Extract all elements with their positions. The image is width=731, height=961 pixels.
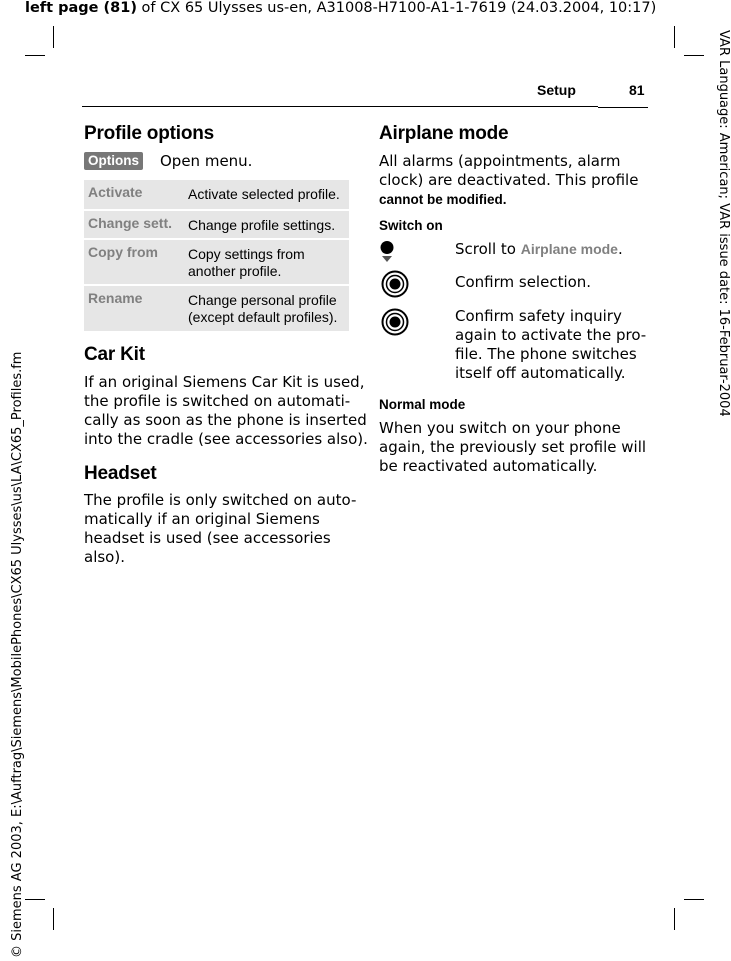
- text-line: file. The phone switches: [455, 345, 637, 363]
- airplane-mode-heading: Airplane mode: [379, 123, 509, 144]
- text-line: Confirm safety inquiry: [455, 307, 622, 325]
- text-line: into the cradle (see accessories also).: [84, 430, 368, 448]
- header-rule-tab: [598, 101, 648, 108]
- crop-mark: [53, 908, 54, 930]
- step-safety-inquiry-text: [455, 307, 646, 383]
- crop-mark: [684, 55, 704, 56]
- crop-mark: [674, 908, 675, 930]
- airplane-mode-paragraph: [379, 152, 638, 209]
- joystick-press-icon: [379, 308, 411, 336]
- print-header: [25, 0, 656, 16]
- text-line: also).: [84, 548, 125, 566]
- text-run: Scroll to: [455, 240, 521, 258]
- crop-mark: [25, 899, 45, 900]
- header-rule: [82, 106, 648, 107]
- normal-mode-heading: Normal mode: [379, 397, 466, 412]
- joystick-press-icon: [379, 270, 411, 298]
- text-line: again, the previously set profile will: [379, 438, 647, 456]
- menu-row: [84, 240, 349, 284]
- text-line: the profile is switched on automati-: [84, 392, 351, 410]
- print-header-bold: left page (81): [25, 0, 137, 16]
- text-line: clock) are deactivated. This profile: [379, 171, 639, 189]
- text-line: All alarms (appointments, alarm: [379, 152, 621, 170]
- text-line: be reactivated automatically.: [379, 457, 598, 475]
- menu-row-label: Activate: [88, 184, 143, 200]
- text-line: again to activate the pro-: [455, 326, 647, 344]
- menu-row-label: Rename: [88, 290, 143, 306]
- menu-row: [84, 180, 349, 209]
- menu-row: [84, 211, 349, 238]
- menu-item-reference: Airplane mode: [520, 241, 618, 257]
- menu-row: [84, 286, 349, 331]
- headset-heading: Headset: [84, 463, 157, 484]
- car-kit-paragraph: [84, 373, 368, 449]
- normal-mode-paragraph: [379, 419, 646, 476]
- navigation-down-icon: [379, 240, 395, 264]
- running-head-page-number: 81: [629, 82, 645, 98]
- text-run: .: [617, 240, 623, 258]
- car-kit-heading: Car Kit: [84, 344, 145, 365]
- text-line: cally as soon as the phone is inserted: [84, 411, 367, 429]
- softkey-description: Open menu.: [160, 152, 253, 170]
- menu-row-description: Change personal profile (except default profiles).: [188, 292, 338, 325]
- step-scroll-text: [455, 240, 623, 259]
- print-header-rest: of CX 65 Ulysses us-en, A31008-H7100-A1-1-7619 (24.03.2004, 10:17): [136, 0, 657, 16]
- step-confirm-text: Confirm selection.: [455, 273, 592, 291]
- menu-row-label: Copy from: [88, 244, 158, 260]
- running-head-section: Setup: [537, 82, 576, 98]
- menu-row-description: Activate selected profile.: [188, 186, 340, 202]
- crop-mark: [25, 55, 45, 56]
- menu-row-description: Change profile settings.: [188, 217, 336, 233]
- text-line: The profile is only switched on auto-: [84, 491, 357, 509]
- text-line: If an original Siemens Car Kit is used,: [84, 373, 365, 391]
- crop-mark: [53, 26, 54, 48]
- text-line: matically if an original Siemens: [84, 510, 320, 528]
- switch-on-heading: Switch on: [379, 218, 443, 233]
- crop-mark: [674, 26, 675, 48]
- file-path-sidebar: © Siemens AG 2003, E:\Auftrag\Siemens\MobilePhones\CX65 Ulysses\us\LA\CX65_Profiles.fm: [10, 351, 25, 958]
- options-softkey: Options: [84, 152, 143, 170]
- menu-row-label: Change sett.: [88, 215, 173, 231]
- profile-options-heading: Profile options: [84, 123, 215, 144]
- text-line: itself off automatically.: [455, 364, 626, 382]
- text-line-bold: cannot be modified.: [379, 192, 507, 207]
- text-line: When you switch on your phone: [379, 419, 621, 437]
- text-line: headset is used (see accessories: [84, 529, 331, 547]
- menu-row-description: Copy settings from another profile.: [188, 246, 305, 279]
- headset-paragraph: [84, 491, 356, 567]
- crop-mark: [684, 899, 704, 900]
- var-info-sidebar: VAR Language: American; VAR issue date: 16-Februar-2004: [716, 30, 731, 417]
